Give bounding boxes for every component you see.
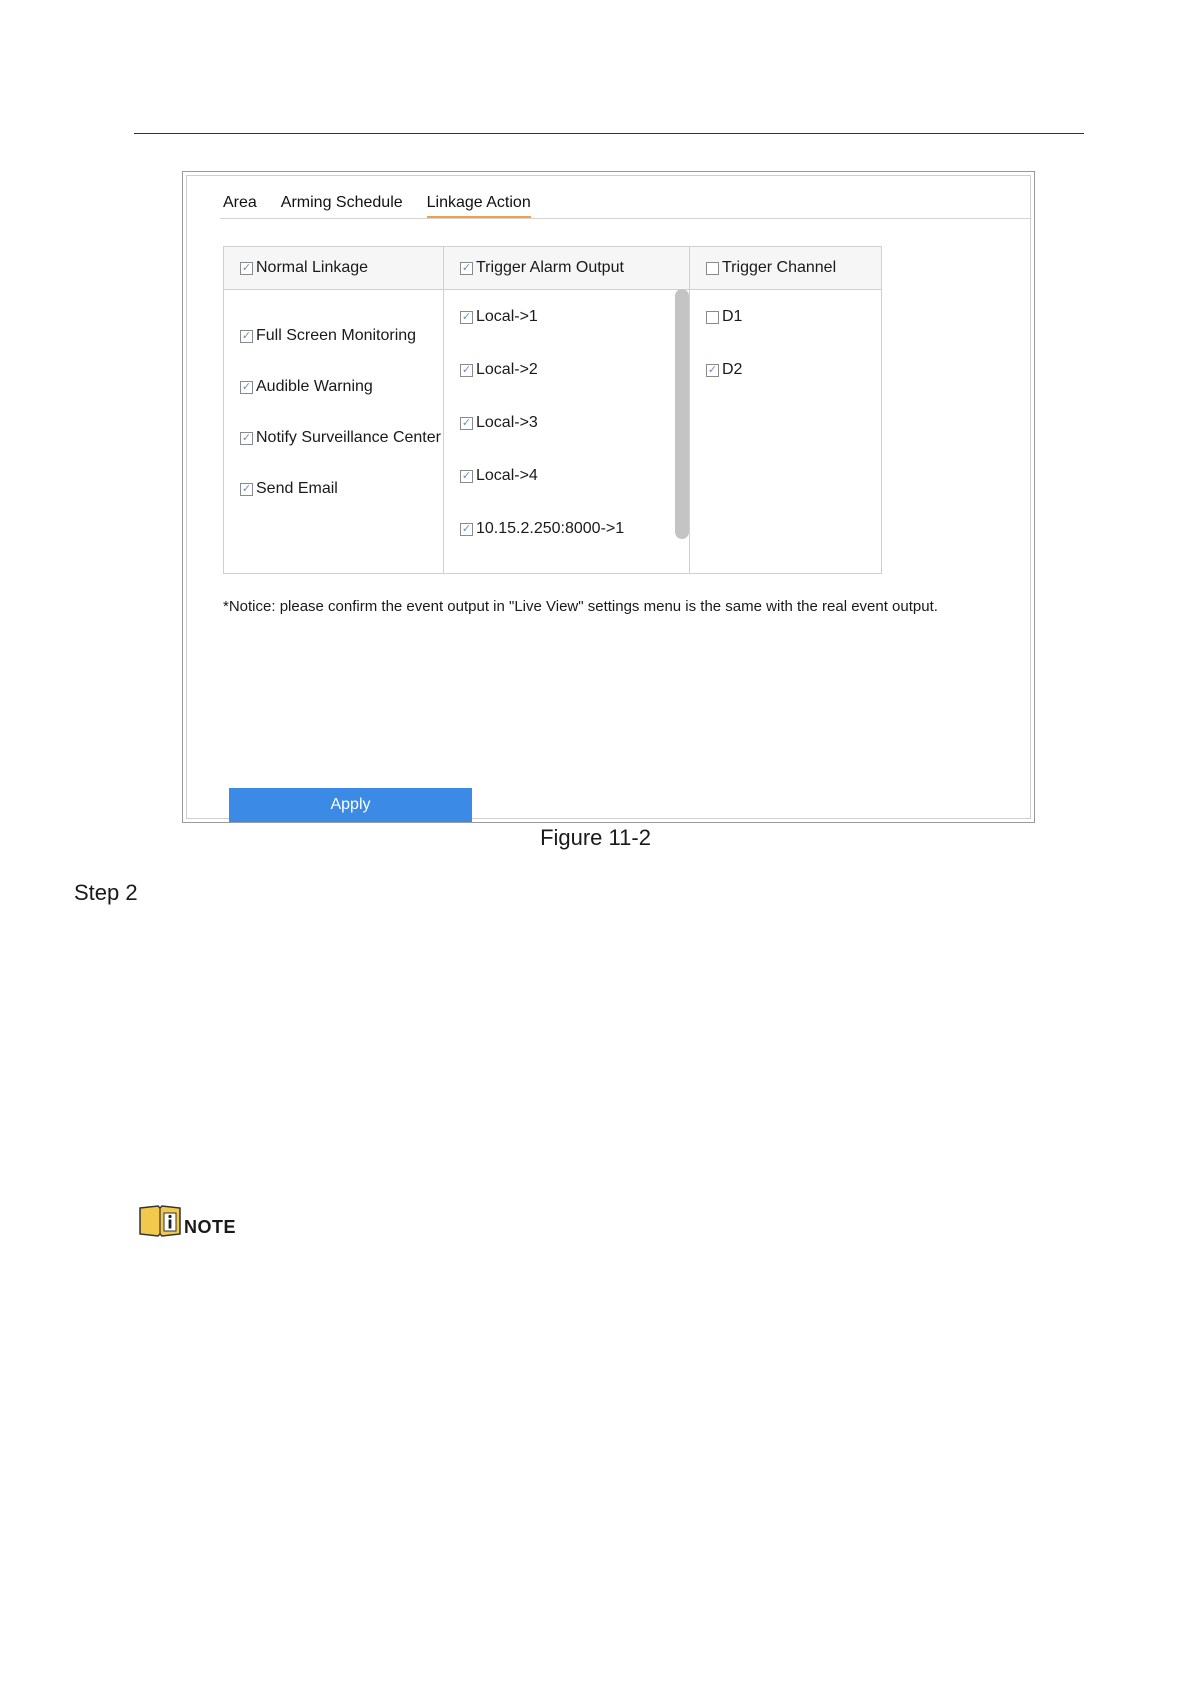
apply-button[interactable]: Apply <box>229 788 472 822</box>
figure-caption: Figure 11-2 <box>540 825 651 850</box>
alarm-output-ip-1[interactable] <box>460 520 624 538</box>
note-book-icon <box>138 1204 182 1238</box>
trigger-channel-column <box>690 247 881 573</box>
alarm-output-local-4[interactable] <box>460 467 538 485</box>
normal-linkage-column <box>224 247 444 573</box>
audible-warning-label: Audible Warning <box>256 378 373 395</box>
scrollbar-thumb[interactable] <box>675 289 689 539</box>
trigger-channel-d2[interactable] <box>706 361 742 379</box>
trigger-alarm-output-column <box>444 247 690 573</box>
trigger-alarm-output-label: Trigger Alarm Output <box>476 259 624 276</box>
tab-linkage-action[interactable]: Linkage Action <box>427 194 531 218</box>
trigger-alarm-output-checkbox[interactable]: ✓ <box>461 261 472 274</box>
header-rule <box>134 133 1084 134</box>
trigger-channel-d1-checkbox[interactable] <box>706 311 719 324</box>
trigger-channel-checkbox[interactable] <box>706 262 719 275</box>
trigger-channel-d2-checkbox[interactable]: ✓ <box>707 363 718 376</box>
normal-linkage-header[interactable] <box>224 247 443 290</box>
alarm-output-local-3[interactable] <box>460 414 538 432</box>
alarm-output-ip-1-checkbox[interactable]: ✓ <box>461 522 472 535</box>
tabs-divider <box>220 218 1030 219</box>
full-screen-monitoring-checkbox[interactable]: ✓ <box>241 329 252 342</box>
linkage-table <box>223 246 882 574</box>
tab-arming-schedule[interactable]: Arming Schedule <box>280 194 403 211</box>
step-label: Step 2 <box>74 880 138 905</box>
alarm-output-local-2[interactable] <box>460 361 538 379</box>
notify-surveillance-center-label: Notify Surveillance Center <box>256 429 441 446</box>
notice-text: *Notice: please confirm the event output in "Live View" settings menu is the same with the real event output. <box>223 598 938 615</box>
alarm-output-ip-1-label: 10.15.2.250:8000->1 <box>476 520 625 537</box>
alarm-output-local-4-label: Local->4 <box>476 467 538 484</box>
tab-bar <box>223 194 555 218</box>
linkage-action-screenshot <box>182 171 1035 823</box>
normal-linkage-label: Normal Linkage <box>256 259 369 276</box>
full-screen-monitoring-label: Full Screen Monitoring <box>256 327 417 344</box>
note-label: NOTE <box>184 1217 237 1237</box>
alarm-output-local-1[interactable] <box>460 308 538 326</box>
trigger-alarm-output-header[interactable] <box>444 247 689 290</box>
notify-surveillance-center-checkbox[interactable]: ✓ <box>241 431 252 444</box>
trigger-channel-d1-label: D1 <box>722 308 743 325</box>
alarm-output-local-1-label: Local->1 <box>476 308 538 325</box>
tab-area[interactable]: Area <box>223 194 257 211</box>
audible-warning-checkbox[interactable]: ✓ <box>241 380 252 393</box>
alarm-output-local-3-checkbox[interactable]: ✓ <box>461 416 472 429</box>
note-callout <box>138 1204 236 1238</box>
notify-surveillance-center-option[interactable] <box>240 429 441 447</box>
full-screen-monitoring-option[interactable] <box>240 327 416 345</box>
send-email-checkbox[interactable]: ✓ <box>241 482 252 495</box>
send-email-label: Send Email <box>256 480 338 497</box>
alarm-output-scrollbar[interactable] <box>673 289 689 575</box>
normal-linkage-checkbox[interactable]: ✓ <box>241 261 252 274</box>
trigger-channel-header[interactable] <box>690 247 881 290</box>
alarm-output-local-2-label: Local->2 <box>476 361 538 378</box>
screenshot-frame <box>186 175 1031 819</box>
alarm-output-local-2-checkbox[interactable]: ✓ <box>461 363 472 376</box>
alarm-output-local-3-label: Local->3 <box>476 414 538 431</box>
send-email-option[interactable] <box>240 480 338 498</box>
alarm-output-local-1-checkbox[interactable]: ✓ <box>461 310 472 323</box>
audible-warning-option[interactable] <box>240 378 373 396</box>
trigger-channel-d1[interactable] <box>706 308 742 326</box>
trigger-channel-d2-label: D2 <box>722 361 743 378</box>
alarm-output-local-4-checkbox[interactable]: ✓ <box>461 469 472 482</box>
trigger-channel-label: Trigger Channel <box>722 259 837 276</box>
